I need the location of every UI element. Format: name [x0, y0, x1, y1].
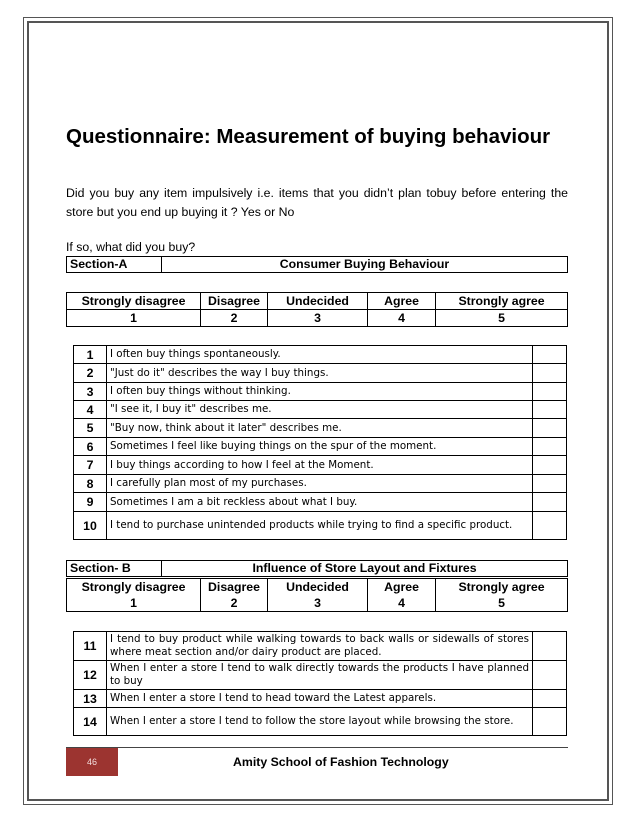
- scale-value: 2: [201, 595, 268, 612]
- scale-label: Agree: [368, 293, 436, 310]
- scale-label: Strongly disagree: [67, 293, 201, 310]
- section-b-heading: Influence of Store Layout and Fixtures: [162, 561, 568, 577]
- section-a-heading: Consumer Buying Behaviour: [162, 257, 568, 273]
- scale-label: Strongly disagree: [67, 579, 201, 596]
- item-statement: I often buy things without thinking.: [107, 383, 533, 401]
- answer-cell[interactable]: [533, 661, 567, 690]
- item-statement: "I see it, I buy it" describes me.: [107, 401, 533, 419]
- item-statement: I often buy things spontaneously.: [107, 346, 533, 364]
- scale-value: 5: [436, 310, 568, 327]
- answer-cell[interactable]: [533, 475, 567, 493]
- answer-cell[interactable]: [533, 438, 567, 456]
- item-number: 2: [74, 364, 107, 383]
- scale-value: 3: [268, 310, 368, 327]
- section-b-label: Section- B: [67, 561, 162, 577]
- scale-label: Disagree: [201, 293, 268, 310]
- scale-value: 1: [67, 310, 201, 327]
- answer-cell[interactable]: [533, 346, 567, 364]
- answer-cell[interactable]: [533, 383, 567, 401]
- page-number: 46: [86, 757, 97, 767]
- item-statement: Sometimes I feel like buying things on the spur of the moment.: [107, 438, 533, 456]
- item-number: 4: [74, 401, 107, 419]
- section-a-header: [66, 256, 568, 273]
- item-number: 7: [74, 456, 107, 475]
- section-b-header: [66, 560, 568, 577]
- section-a-items: [73, 345, 567, 540]
- scale-value: 4: [368, 310, 436, 327]
- scale-value: 4: [368, 595, 436, 612]
- item-number: 13: [74, 690, 107, 708]
- answer-cell[interactable]: [533, 512, 567, 540]
- item-statement: I carefully plan most of my purchases.: [107, 475, 533, 493]
- item-number: 12: [74, 661, 107, 690]
- item-statement: I tend to purchase unintended products while trying to find a specific product.: [107, 512, 533, 540]
- section-a-label: Section-A: [67, 257, 162, 273]
- answer-cell[interactable]: [533, 401, 567, 419]
- answer-cell[interactable]: [533, 456, 567, 475]
- answer-cell[interactable]: [533, 364, 567, 383]
- footer-institution: Amity School of Fashion Technology: [233, 755, 449, 769]
- answer-cell[interactable]: [533, 419, 567, 438]
- scale-label: Strongly agree: [436, 293, 568, 310]
- item-statement: Sometimes I am a bit reckless about what I buy.: [107, 493, 533, 512]
- scale-value: 3: [268, 595, 368, 612]
- item-statement: When I enter a store I tend to head toward the Latest apparels.: [107, 690, 533, 708]
- scale-value: 5: [436, 595, 568, 612]
- item-number: 6: [74, 438, 107, 456]
- intro-followup: If so, what did you buy?: [66, 240, 196, 254]
- item-number: 9: [74, 493, 107, 512]
- section-a-scale: [66, 292, 568, 327]
- answer-cell[interactable]: [533, 632, 567, 661]
- scale-label: Disagree: [201, 579, 268, 596]
- section-b-scale: [66, 578, 568, 612]
- item-number: 5: [74, 419, 107, 438]
- footer-divider: [66, 747, 568, 748]
- item-number: 10: [74, 512, 107, 540]
- item-statement: I tend to buy product while walking towards to back walls or sidewalls of stores where meat section and/or dairy product are placed.: [107, 632, 533, 661]
- scale-label: Undecided: [268, 579, 368, 596]
- page-number-badge: [66, 748, 118, 776]
- scale-label: Undecided: [268, 293, 368, 310]
- section-b-items: [73, 631, 567, 736]
- intro-question: Did you buy any item impulsively i.e. items that you didn’t plan tobuy before entering the store but you end up buying it ? Yes or No: [66, 186, 568, 219]
- scale-value: 1: [67, 595, 201, 612]
- item-number: 14: [74, 708, 107, 736]
- item-number: 1: [74, 346, 107, 364]
- item-number: 11: [74, 632, 107, 661]
- item-number: 3: [74, 383, 107, 401]
- item-statement: "Just do it" describes the way I buy things.: [107, 364, 533, 383]
- item-statement: When I enter a store I tend to follow the store layout while browsing the store.: [107, 708, 533, 736]
- answer-cell[interactable]: [533, 690, 567, 708]
- item-number: 8: [74, 475, 107, 493]
- answer-cell[interactable]: [533, 708, 567, 736]
- item-statement: "Buy now, think about it later" describes me.: [107, 419, 533, 438]
- scale-label: Agree: [368, 579, 436, 596]
- page-title: Questionnaire: Measurement of buying behaviour: [66, 125, 551, 148]
- item-statement: I buy things according to how I feel at the Moment.: [107, 456, 533, 475]
- answer-cell[interactable]: [533, 493, 567, 512]
- scale-value: 2: [201, 310, 268, 327]
- item-statement: When I enter a store I tend to walk directly towards the products I have planned to buy: [107, 661, 533, 690]
- scale-label: Strongly agree: [436, 579, 568, 596]
